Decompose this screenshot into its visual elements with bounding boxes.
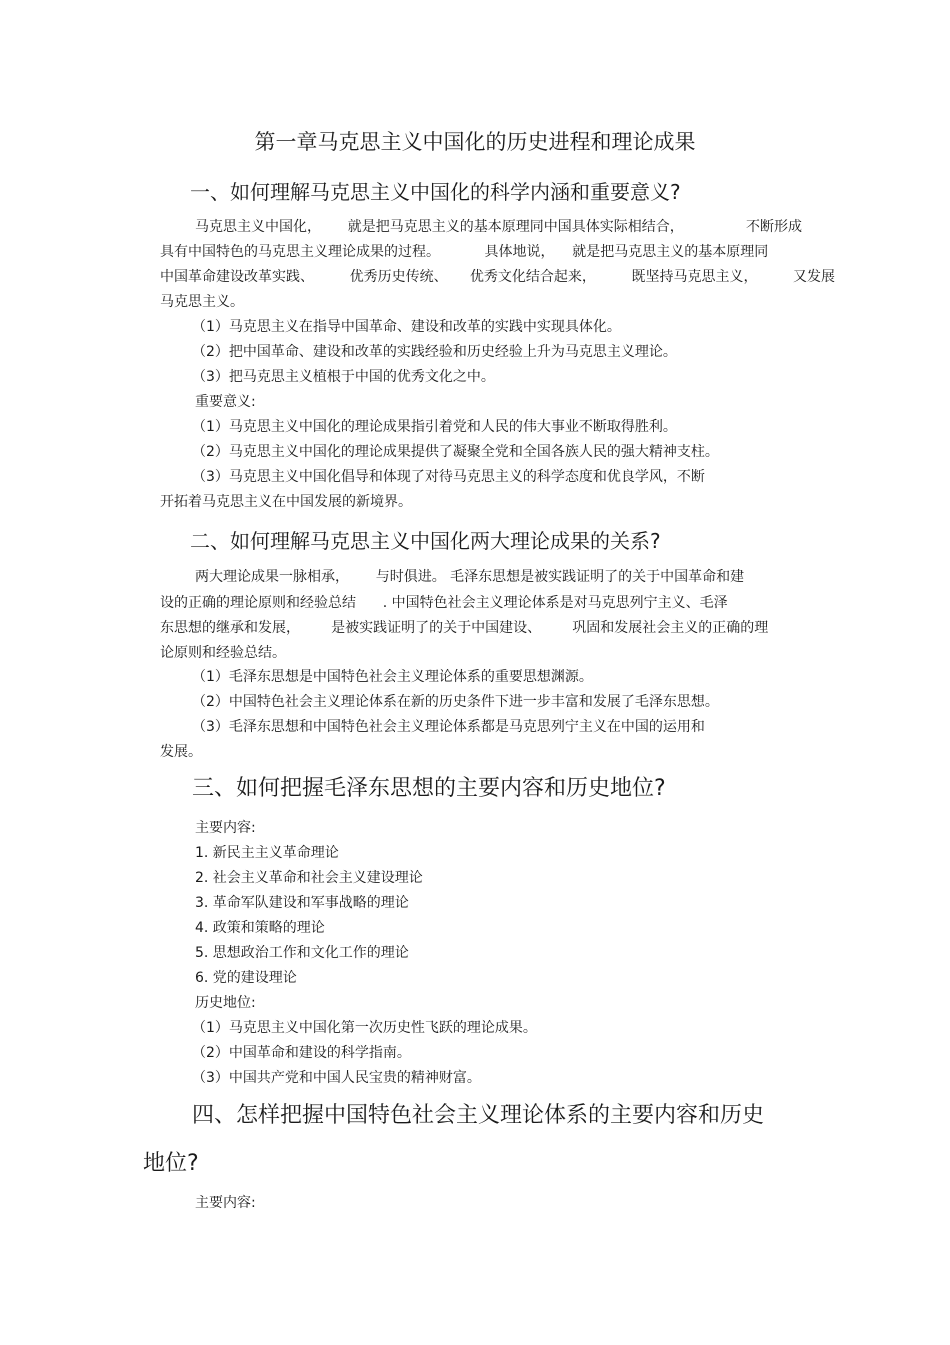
list-item: （3）马克思主义中国化倡导和体现了对待马克思主义的科学态度和优良学风，不断 xyxy=(192,469,705,485)
list-item: 4. 政策和策略的理论 xyxy=(195,920,325,936)
list-item: （1）马克思主义中国化第一次历史性飞跃的理论成果。 xyxy=(192,1020,537,1036)
status-label: 历史地位: xyxy=(195,995,256,1011)
list-item: 2. 社会主义革命和社会主义建设理论 xyxy=(195,870,423,886)
list-item: （3）中国共产党和中国人民宝贵的精神财富。 xyxy=(192,1070,481,1086)
paragraph-line: 中国革命建设改革实践、 优秀历史传统、 优秀文化结合起来， 既坚持马克思主义， 又发展 xyxy=(160,269,836,285)
paragraph-line: 马克思主义中国化， 就是把马克思主义的基本原理同中国具体实际相结合， 不断形成 xyxy=(195,219,803,235)
section-2-heading: 二、如何理解马克思主义中国化两大理论成果的关系? xyxy=(190,529,661,553)
paragraph-line: 论原则和经验总结。 xyxy=(160,645,286,661)
paragraph-line: 设的正确的理论原则和经验总结 . 中国特色社会主义理论体系是对马克思列宁主义、毛泽 xyxy=(160,595,728,611)
content-label: 主要内容: xyxy=(195,820,256,836)
list-item: 3. 革命军队建设和军事战略的理论 xyxy=(195,895,409,911)
section-1-heading: 一、如何理解马克思主义中国化的科学内涵和重要意义? xyxy=(190,180,681,204)
paragraph-line: 两大理论成果一脉相承， 与时俱进。 毛泽东思想是被实践证明了的关于中国革命和建 xyxy=(195,569,745,585)
list-item: 6. 党的建设理论 xyxy=(195,970,297,986)
list-item: 5. 思想政治工作和文化工作的理论 xyxy=(195,945,409,961)
paragraph-line: 开拓着马克思主义在中国发展的新境界。 xyxy=(160,494,412,510)
list-item: （1）毛泽东思想是中国特色社会主义理论体系的重要思想渊源。 xyxy=(192,669,593,685)
section-4-heading-cont: 地位? xyxy=(143,1151,199,1176)
section-3-heading: 三、如何把握毛泽东思想的主要内容和历史地位? xyxy=(192,776,666,801)
chapter-title: 第一章马克思主义中国化的历史进程和理论成果 xyxy=(254,130,696,154)
significance-label: 重要意义: xyxy=(195,394,256,410)
list-item: （3）把马克思主义植根于中国的优秀文化之中。 xyxy=(192,369,495,385)
list-item: （2）中国革命和建设的科学指南。 xyxy=(192,1045,411,1061)
list-item: （1）马克思主义在指导中国革命、建设和改革的实践中实现具体化。 xyxy=(192,319,621,335)
list-item: （1）马克思主义中国化的理论成果指引着党和人民的伟大事业不断取得胜利。 xyxy=(192,419,677,435)
content-label: 主要内容: xyxy=(195,1195,256,1211)
list-item: （2）马克思主义中国化的理论成果提供了凝聚全党和全国各族人民的强大精神支柱。 xyxy=(192,444,719,460)
paragraph-line: 具有中国特色的马克思主义理论成果的过程。 具体地说， 就是把马克思主义的基本原理同 xyxy=(160,244,769,260)
paragraph-line: 马克思主义。 xyxy=(160,294,244,310)
paragraph-line: 发展。 xyxy=(160,744,202,760)
section-4-heading: 四、怎样把握中国特色社会主义理论体系的主要内容和历史 xyxy=(192,1103,765,1128)
list-item: （3）毛泽东思想和中国特色社会主义理论体系都是马克思列宁主义在中国的运用和 xyxy=(192,719,705,735)
list-item: 1. 新民主主义革命理论 xyxy=(195,845,339,861)
paragraph-line: 东思想的继承和发展， 是被实践证明了的关于中国建设、 巩固和发展社会主义的正确的理 xyxy=(160,620,769,636)
list-item: （2）把中国革命、建设和改革的实践经验和历史经验上升为马克思主义理论。 xyxy=(192,344,677,360)
list-item: （2）中国特色社会主义理论体系在新的历史条件下进一步丰富和发展了毛泽东思想。 xyxy=(192,694,719,710)
